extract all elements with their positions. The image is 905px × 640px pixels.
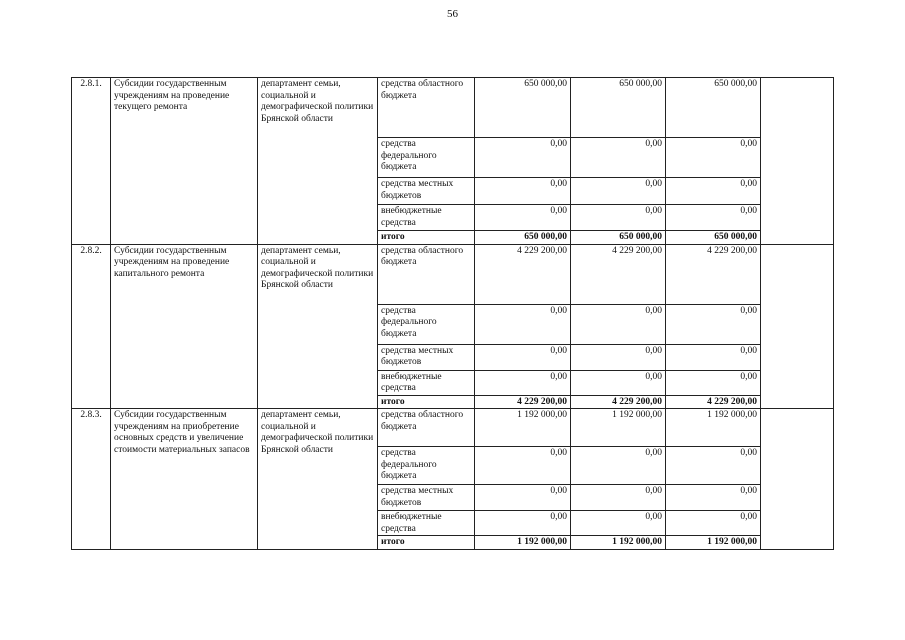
value-cell: 0,00 bbox=[475, 138, 571, 178]
executor: департамент семьи, социальной и демографической политики Брянской области bbox=[258, 244, 378, 409]
budget-table bbox=[71, 77, 834, 550]
total-value: 650 000,00 bbox=[475, 231, 571, 245]
total-value: 4 229 200,00 bbox=[475, 395, 571, 409]
total-value: 650 000,00 bbox=[571, 231, 666, 245]
value-cell: 0,00 bbox=[475, 511, 571, 536]
value-cell: 4 229 200,00 bbox=[666, 244, 761, 304]
source-label: средства областного бюджета bbox=[378, 244, 475, 304]
table-row bbox=[72, 409, 834, 447]
value-cell: 0,00 bbox=[571, 178, 666, 205]
value-cell: 0,00 bbox=[666, 344, 761, 370]
value-cell: 0,00 bbox=[666, 138, 761, 178]
value-cell: 0,00 bbox=[571, 447, 666, 485]
measure-name: Субсидии государственным учреждениям на приобретение основных средств и увеличение стоимости материальных запасов bbox=[111, 409, 258, 550]
empty-cell bbox=[761, 409, 834, 550]
value-cell: 0,00 bbox=[666, 205, 761, 231]
total-value: 4 229 200,00 bbox=[571, 395, 666, 409]
value-cell: 0,00 bbox=[475, 447, 571, 485]
source-label: внебюджетные средства bbox=[378, 370, 475, 395]
source-label: внебюджетные средства bbox=[378, 511, 475, 536]
table-row bbox=[72, 244, 834, 304]
value-cell: 0,00 bbox=[571, 370, 666, 395]
value-cell: 0,00 bbox=[475, 304, 571, 344]
total-value: 1 192 000,00 bbox=[571, 536, 666, 550]
value-cell: 0,00 bbox=[475, 485, 571, 511]
source-label: итого bbox=[378, 536, 475, 550]
value-cell: 0,00 bbox=[571, 138, 666, 178]
value-cell: 0,00 bbox=[666, 178, 761, 205]
value-cell: 0,00 bbox=[666, 304, 761, 344]
value-cell: 0,00 bbox=[475, 205, 571, 231]
empty-cell bbox=[761, 244, 834, 409]
empty-cell bbox=[761, 78, 834, 245]
value-cell: 0,00 bbox=[571, 344, 666, 370]
value-cell: 1 192 000,00 bbox=[475, 409, 571, 447]
source-label: средства местных бюджетов bbox=[378, 344, 475, 370]
row-code: 2.8.1. bbox=[72, 78, 111, 245]
value-cell: 0,00 bbox=[475, 178, 571, 205]
value-cell: 4 229 200,00 bbox=[475, 244, 571, 304]
value-cell: 650 000,00 bbox=[571, 78, 666, 138]
source-label: итого bbox=[378, 231, 475, 245]
value-cell: 1 192 000,00 bbox=[571, 409, 666, 447]
measure-name: Субсидии государственным учреждениям на проведение текущего ремонта bbox=[111, 78, 258, 245]
value-cell: 0,00 bbox=[571, 304, 666, 344]
table-row bbox=[72, 78, 834, 138]
row-code: 2.8.3. bbox=[72, 409, 111, 550]
source-label: средства областного бюджета bbox=[378, 409, 475, 447]
total-value: 1 192 000,00 bbox=[475, 536, 571, 550]
source-label: средства областного бюджета bbox=[378, 78, 475, 138]
row-code: 2.8.2. bbox=[72, 244, 111, 409]
page-number: 56 bbox=[447, 8, 458, 20]
source-label: внебюджетные средства bbox=[378, 205, 475, 231]
source-label: средства местных бюджетов bbox=[378, 178, 475, 205]
source-label: средства местных бюджетов bbox=[378, 485, 475, 511]
source-label: средства федерального бюджета bbox=[378, 304, 475, 344]
total-value: 650 000,00 bbox=[666, 231, 761, 245]
value-cell: 0,00 bbox=[666, 447, 761, 485]
value-cell: 0,00 bbox=[666, 511, 761, 536]
value-cell: 4 229 200,00 bbox=[571, 244, 666, 304]
value-cell: 0,00 bbox=[571, 511, 666, 536]
value-cell: 650 000,00 bbox=[475, 78, 571, 138]
total-value: 1 192 000,00 bbox=[666, 536, 761, 550]
executor: департамент семьи, социальной и демографической политики Брянской области bbox=[258, 409, 378, 550]
value-cell: 0,00 bbox=[666, 485, 761, 511]
source-label: средства федерального бюджета bbox=[378, 447, 475, 485]
value-cell: 0,00 bbox=[475, 370, 571, 395]
executor: департамент семьи, социальной и демографической политики Брянской области bbox=[258, 78, 378, 245]
source-label: средства федерального бюджета bbox=[378, 138, 475, 178]
value-cell: 0,00 bbox=[571, 205, 666, 231]
measure-name: Субсидии государственным учреждениям на проведение капитального ремонта bbox=[111, 244, 258, 409]
source-label: итого bbox=[378, 395, 475, 409]
value-cell: 1 192 000,00 bbox=[666, 409, 761, 447]
value-cell: 0,00 bbox=[666, 370, 761, 395]
value-cell: 0,00 bbox=[475, 344, 571, 370]
value-cell: 0,00 bbox=[571, 485, 666, 511]
total-value: 4 229 200,00 bbox=[666, 395, 761, 409]
value-cell: 650 000,00 bbox=[666, 78, 761, 138]
